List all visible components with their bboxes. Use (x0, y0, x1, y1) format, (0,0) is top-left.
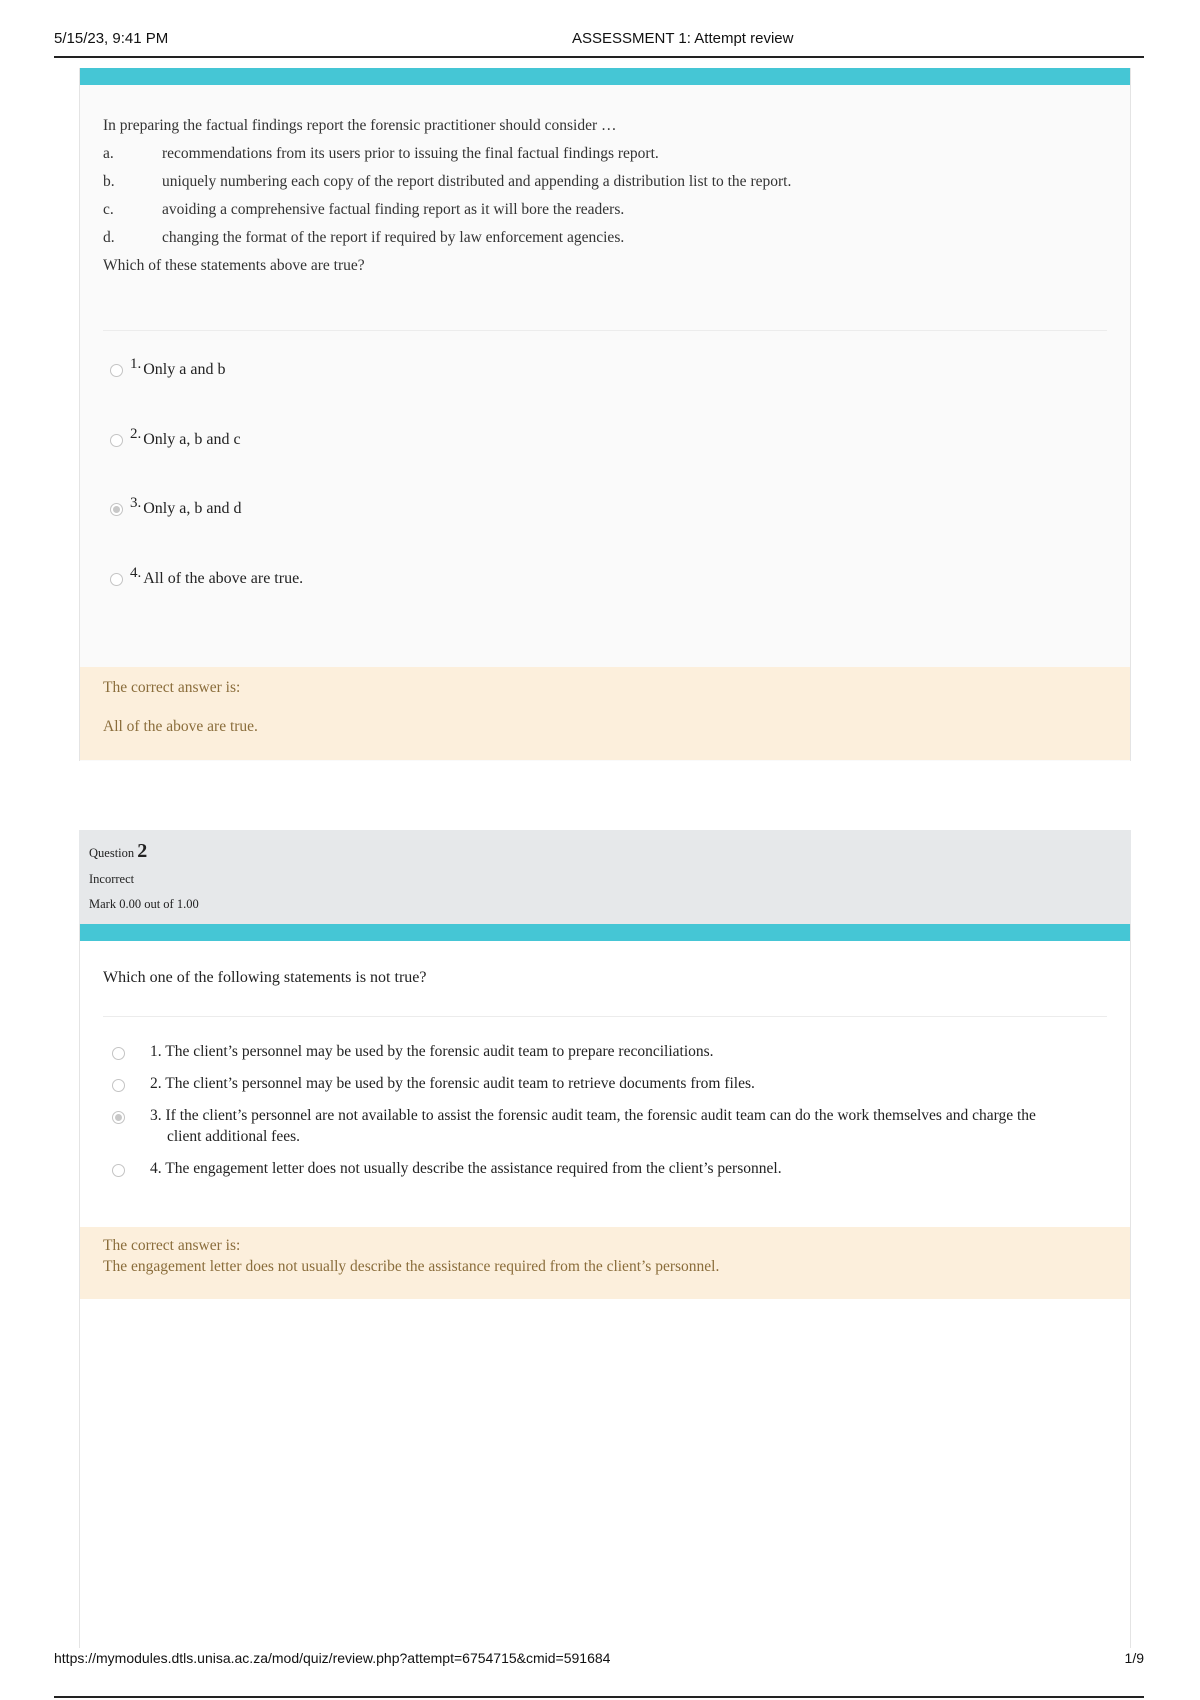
divider (103, 1016, 1107, 1017)
question-2-stem: Which one of the following statements is not true? (103, 969, 427, 986)
radio-button[interactable] (112, 1164, 125, 1177)
question-1-feedback (80, 667, 1130, 760)
question-1-accent-bar (80, 68, 1130, 85)
option-text: Only a, b and d (143, 500, 242, 518)
statement-text: uniquely numbering each copy of the report distributed and appending a distribution list to the report. (162, 173, 792, 190)
option-text: 2. The client’s personnel may be used by the forensic audit team to retrieve documents from files. (150, 1075, 755, 1092)
question-2-option-3[interactable] (112, 1105, 1072, 1147)
feedback-label: The correct answer is: (103, 1237, 241, 1254)
divider (103, 330, 1107, 331)
question-2-card (79, 924, 1131, 1648)
radio-button-selected[interactable] (112, 1111, 125, 1124)
question-2-option-2[interactable] (112, 1073, 1072, 1094)
option-text: All of the above are true. (143, 570, 304, 588)
statement-letter: d. (103, 229, 115, 246)
option-text: 1. The client’s personnel may be used by the forensic audit team to prepare reconciliations. (150, 1043, 714, 1060)
question-state: Incorrect (89, 872, 135, 886)
print-date: 5/15/23, 9:41 PM (54, 30, 169, 47)
option-text: Only a and b (143, 361, 226, 379)
statement-text: avoiding a comprehensive factual finding report as it will bore the readers. (162, 201, 625, 218)
print-page-title: ASSESSMENT 1: Attempt review (572, 30, 794, 47)
feedback-label: The correct answer is: (103, 679, 241, 696)
question-1-option-1[interactable]: 1. Only a and b (110, 356, 225, 379)
radio-button[interactable] (110, 364, 123, 377)
footer-rule (54, 1696, 1144, 1698)
question-2-info (79, 830, 1131, 924)
page-number: 1/9 (1124, 1650, 1144, 1666)
question-2-option-1[interactable] (112, 1041, 1072, 1062)
option-text: 3. If the client’s personnel are not available to assist the forensic audit team, the forensic audit team can do the work themselves and charge the client additional fees. (150, 1107, 1036, 1145)
statement-letter: a. (103, 145, 114, 162)
radio-button[interactable] (110, 434, 123, 447)
option-text: 4. The engagement letter does not usually describe the assistance required from the client’s personnel. (150, 1160, 782, 1177)
radio-button[interactable] (112, 1047, 125, 1060)
statement-text: recommendations from its users prior to issuing the final factual findings report. (162, 145, 659, 162)
question-1-option-4[interactable]: 4. All of the above are true. (110, 565, 303, 588)
feedback-answer: The engagement letter does not usually describe the assistance required from the client’s personnel. (103, 1258, 720, 1275)
statement-letter: c. (103, 201, 114, 218)
page-url: https://mymodules.dtls.unisa.ac.za/mod/quiz/review.php?attempt=6754715&cmid=591684 (54, 1650, 611, 1666)
statement-letter: b. (103, 173, 115, 190)
question-2-accent-bar (80, 924, 1130, 941)
question-1-intro: In preparing the factual findings report the forensic practitioner should consider … (103, 117, 617, 134)
radio-button[interactable] (112, 1079, 125, 1092)
option-text: Only a, b and c (143, 431, 241, 449)
question-1-card (79, 68, 1131, 761)
feedback-answer: All of the above are true. (103, 718, 258, 735)
question-mark: Mark 0.00 out of 1.00 (89, 897, 199, 911)
radio-button[interactable] (110, 573, 123, 586)
radio-button-selected[interactable] (110, 503, 123, 516)
question-1-prompt: Which of these statements above are true? (103, 257, 365, 274)
question-1-option-3[interactable]: 3. Only a, b and d (110, 495, 241, 518)
question-1-option-2[interactable]: 2. Only a, b and c (110, 426, 241, 449)
statement-text: changing the format of the report if required by law enforcement agencies. (162, 229, 625, 246)
print-header (54, 28, 1144, 58)
question-2-option-4[interactable] (112, 1158, 1072, 1179)
question-number: Question 2 (89, 840, 148, 862)
question-2-feedback (80, 1227, 1130, 1299)
